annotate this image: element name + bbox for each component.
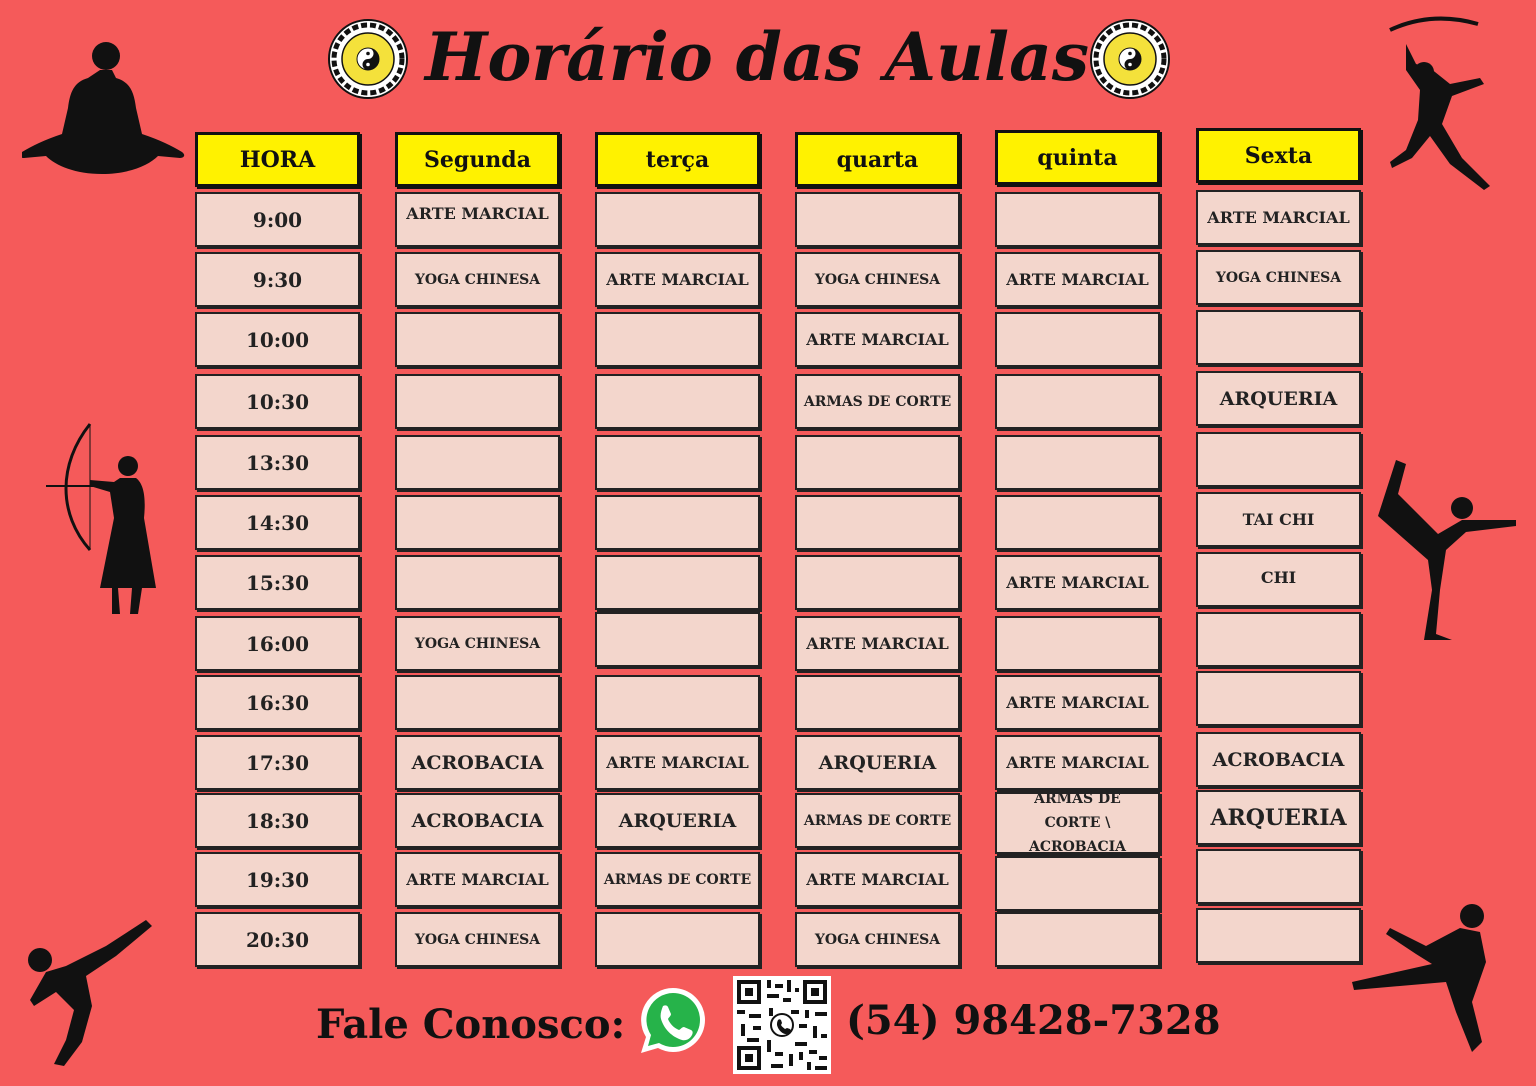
class-cell: ARTE MARCIAL: [395, 852, 560, 907]
class-cell: ARTE MARCIAL: [595, 252, 760, 307]
header-hora: HORA: [195, 132, 360, 187]
class-cell: CHI: [1196, 552, 1361, 607]
class-cell: YOGA CHINESA: [395, 616, 560, 671]
class-cell: [1196, 849, 1361, 904]
class-cell: ARQUERIA: [1196, 790, 1361, 845]
column-sexta: [1196, 128, 1363, 968]
header-sexta: Sexta: [1196, 128, 1361, 183]
class-cell: [595, 435, 760, 490]
class-cell: ARTE MARCIAL: [795, 852, 960, 907]
archer-silhouette-icon: [44, 420, 168, 620]
class-cell: [995, 912, 1160, 967]
class-cell: YOGA CHINESA: [795, 252, 960, 307]
class-cell: [595, 495, 760, 550]
class-cell: [595, 912, 760, 967]
time-cell: 19:30: [195, 852, 360, 907]
class-cell: [795, 192, 960, 247]
class-cell: ARTE MARCIAL: [595, 735, 760, 790]
yin-yang-bagua-emblem-icon: [1090, 18, 1170, 100]
class-cell: YOGA CHINESA: [795, 912, 960, 967]
class-cell: [395, 374, 560, 429]
class-cell: [995, 856, 1160, 911]
whatsapp-icon[interactable]: [636, 984, 710, 1058]
class-cell: ARTE MARCIAL: [395, 192, 560, 247]
class-cell: ARMAS DE CORTE: [795, 374, 960, 429]
class-cell: [595, 374, 760, 429]
meditation-silhouette-icon: [22, 38, 190, 180]
yoga-dancer-silhouette-icon: [1366, 456, 1526, 640]
class-cell: [995, 435, 1160, 490]
class-cell: [595, 675, 760, 730]
yin-yang-bagua-emblem-icon: [328, 18, 408, 100]
class-cell: [395, 675, 560, 730]
class-cell: ARTE MARCIAL: [995, 555, 1160, 610]
class-cell: ARTE MARCIAL: [795, 616, 960, 671]
class-cell: TAI CHI: [1196, 492, 1361, 547]
time-cell: 14:30: [195, 495, 360, 550]
class-cell: [1196, 432, 1361, 487]
class-cell: ARTE MARCIAL: [995, 735, 1160, 790]
column-quarta: [795, 132, 962, 972]
class-cell: ARMAS DE CORTE: [595, 852, 760, 907]
class-cell: [1196, 671, 1361, 726]
class-cell: YOGA CHINESA: [395, 252, 560, 307]
class-cell: YOGA CHINESA: [1196, 250, 1361, 305]
class-cell: ARMAS DE CORTE \ ACROBACIA: [995, 792, 1160, 854]
class-cell: [995, 312, 1160, 367]
column-quinta: [995, 130, 1162, 970]
time-cell: 17:30: [195, 735, 360, 790]
contact-label: Fale Conosco:: [316, 1001, 626, 1048]
class-cell: [795, 675, 960, 730]
class-cell: [795, 495, 960, 550]
page-title: Horário das Aulas: [425, 18, 1089, 96]
class-cell: ARTE MARCIAL: [995, 252, 1160, 307]
class-cell: ARMAS DE CORTE: [795, 793, 960, 848]
time-cell: 16:00: [195, 616, 360, 671]
time-cell: 10:00: [195, 312, 360, 367]
class-cell: YOGA CHINESA: [395, 912, 560, 967]
class-cell: [795, 555, 960, 610]
class-cell: [595, 612, 760, 667]
class-cell: [595, 312, 760, 367]
header-terca: terça: [595, 132, 760, 187]
class-cell: ACROBACIA: [395, 793, 560, 848]
time-cell: 16:30: [195, 675, 360, 730]
class-cell: ACROBACIA: [1196, 732, 1361, 787]
class-cell: [595, 555, 760, 610]
class-cell: ARTE MARCIAL: [995, 675, 1160, 730]
time-cell: 15:30: [195, 555, 360, 610]
header-quinta: quinta: [995, 130, 1160, 185]
phone-number[interactable]: (54) 98428-7328: [846, 997, 1221, 1044]
header-segunda: Segunda: [395, 132, 560, 187]
class-cell: ARQUERIA: [795, 735, 960, 790]
class-cell: ARTE MARCIAL: [795, 312, 960, 367]
jumping-kick-silhouette-icon: [1352, 900, 1516, 1056]
time-cell: 13:30: [195, 435, 360, 490]
class-cell: ACROBACIA: [395, 735, 560, 790]
sword-dancer-silhouette-icon: [1384, 14, 1514, 206]
time-cell: 10:30: [195, 374, 360, 429]
class-cell: [595, 192, 760, 247]
header-quarta: quarta: [795, 132, 960, 187]
column-terca: [595, 132, 762, 972]
class-cell: [995, 495, 1160, 550]
column-segunda: [395, 132, 562, 972]
time-cell: 9:30: [195, 252, 360, 307]
class-cell: [395, 555, 560, 610]
class-cell: [395, 312, 560, 367]
time-cell: 20:30: [195, 912, 360, 967]
class-cell: ARTE MARCIAL: [1196, 190, 1361, 245]
class-cell: [995, 374, 1160, 429]
class-cell: [995, 616, 1160, 671]
kicking-fighter-silhouette-icon: [22, 920, 152, 1066]
class-cell: ARQUERIA: [595, 793, 760, 848]
class-cell: [395, 495, 560, 550]
column-hora: [195, 132, 362, 972]
class-cell: [995, 192, 1160, 247]
class-cell: [795, 435, 960, 490]
class-cell: [1196, 310, 1361, 365]
time-cell: 9:00: [195, 192, 360, 247]
qr-code-icon[interactable]: [733, 976, 831, 1074]
class-cell: [1196, 908, 1361, 963]
class-cell: [395, 435, 560, 490]
class-cell: ARQUERIA: [1196, 371, 1361, 426]
time-cell: 18:30: [195, 793, 360, 848]
class-cell: [1196, 612, 1361, 667]
